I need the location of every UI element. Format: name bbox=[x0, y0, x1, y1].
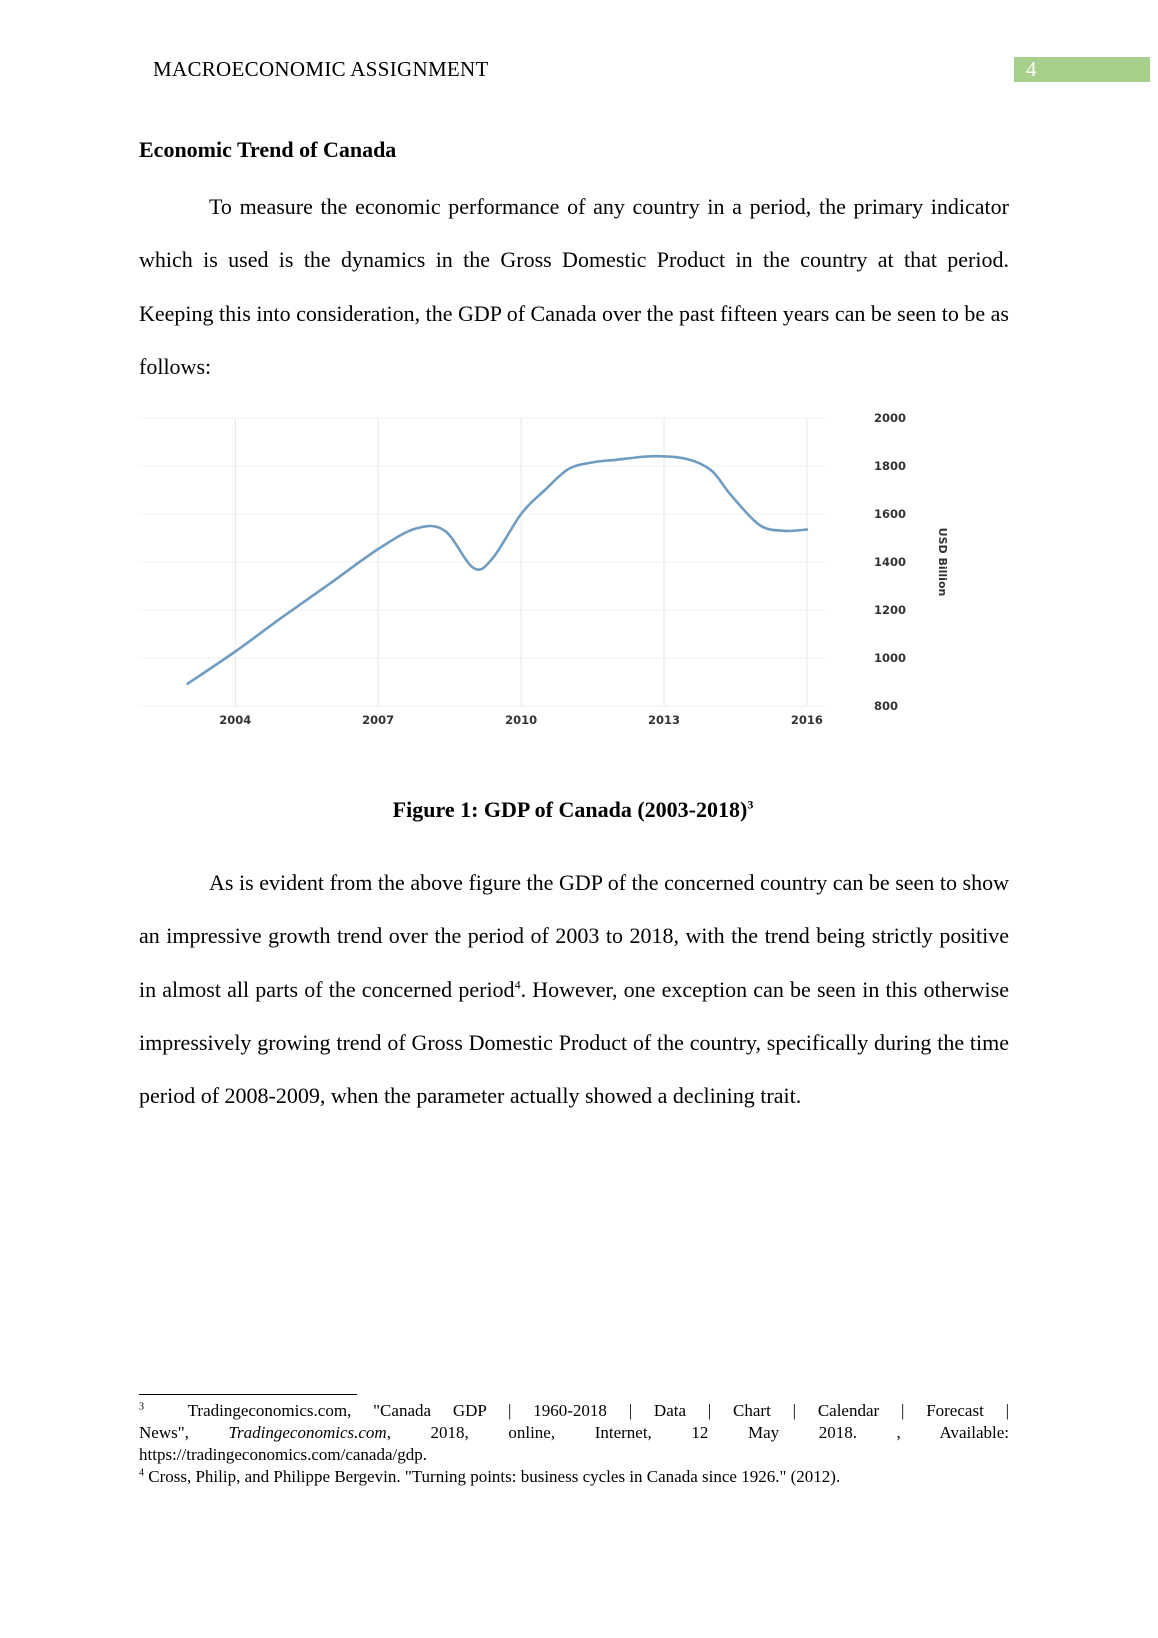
y-tick-label: 2000 bbox=[874, 411, 907, 425]
footnote-3-line3 bbox=[139, 1444, 1009, 1466]
footnote-source-title: Tradingeconomics.com bbox=[228, 1423, 387, 1442]
footnote-number: 3 bbox=[139, 1401, 144, 1413]
y-tick-label: 1600 bbox=[874, 507, 907, 521]
footnote-text: Tradingeconomics.com, "Canada GDP | 1960-2018 | Data | Chart | Calendar | Forecast | bbox=[187, 1401, 1009, 1420]
footnote-3-line1 bbox=[139, 1400, 1009, 1422]
y-tick-label: 800 bbox=[874, 699, 899, 713]
footnote-text: Cross, Philip, and Philippe Bergevin. "Turning points: business cycles in Canada since 1926." (2012). bbox=[148, 1467, 841, 1486]
x-tick-label: 2010 bbox=[505, 713, 538, 727]
y-tick-label: 1200 bbox=[874, 603, 907, 617]
x-tick-label: 2007 bbox=[362, 713, 395, 727]
paragraph-text: As is evident from the above figure the GDP of the concerned country can be seen to show an impressive growth trend over the period of 2003 to 2018, with the trend being strictly positive in almost all parts of the concerned period bbox=[139, 870, 1009, 1002]
footnote-4 bbox=[139, 1466, 1009, 1488]
running-header: MACROECONOMIC ASSIGNMENT bbox=[153, 57, 489, 81]
y-axis-label: USD Billion bbox=[936, 527, 949, 597]
footnote-3-line2 bbox=[139, 1422, 1009, 1444]
footnote-ref: 4 bbox=[514, 977, 521, 992]
footnote-text: News", bbox=[139, 1423, 229, 1442]
x-tick-label: 2016 bbox=[790, 713, 823, 727]
footnote-ref: 3 bbox=[747, 797, 754, 812]
x-tick-label: 2004 bbox=[219, 713, 252, 727]
figure-caption-text: Figure 1: GDP of Canada (2003-2018) bbox=[392, 797, 748, 822]
y-tick-label: 1400 bbox=[874, 555, 907, 569]
footnote-text: , 2018, online, Internet, 12 May 2018. , Available: bbox=[386, 1423, 1010, 1442]
body-paragraph bbox=[139, 856, 1009, 1122]
page-number: 4 bbox=[1014, 57, 1150, 82]
gdp-chart bbox=[140, 411, 1000, 758]
y-tick-label: 1800 bbox=[874, 459, 907, 473]
y-tick-label: 1000 bbox=[874, 651, 907, 665]
footnote-number: 4 bbox=[139, 1467, 144, 1479]
body-paragraph: To measure the economic performance of any country in a period, the primary indicator which is used is the dynamics in the Gross Domestic Product in the country at that period. Keeping this into consideration, the GDP of Canada over the past fifteen years can be seen to be as follows: bbox=[139, 194, 1009, 379]
section-heading: Economic Trend of Canada bbox=[139, 137, 397, 162]
gdp-chart-svg bbox=[140, 411, 1000, 758]
footnote-separator bbox=[139, 1394, 357, 1395]
x-tick-label: 2013 bbox=[648, 713, 681, 727]
footnote-url: https://tradingeconomics.com/canada/gdp. bbox=[139, 1445, 427, 1464]
gdp-series-line bbox=[188, 456, 807, 684]
figure-caption bbox=[0, 797, 1158, 823]
paragraph-text: . However, one exception can be seen in this otherwise impressively growing trend of Gross Domestic Product of the country, specifically during the time period of 2008-2009, when the parameter actually showed a declining trait. bbox=[139, 976, 1009, 1109]
footnotes bbox=[139, 1400, 1009, 1488]
